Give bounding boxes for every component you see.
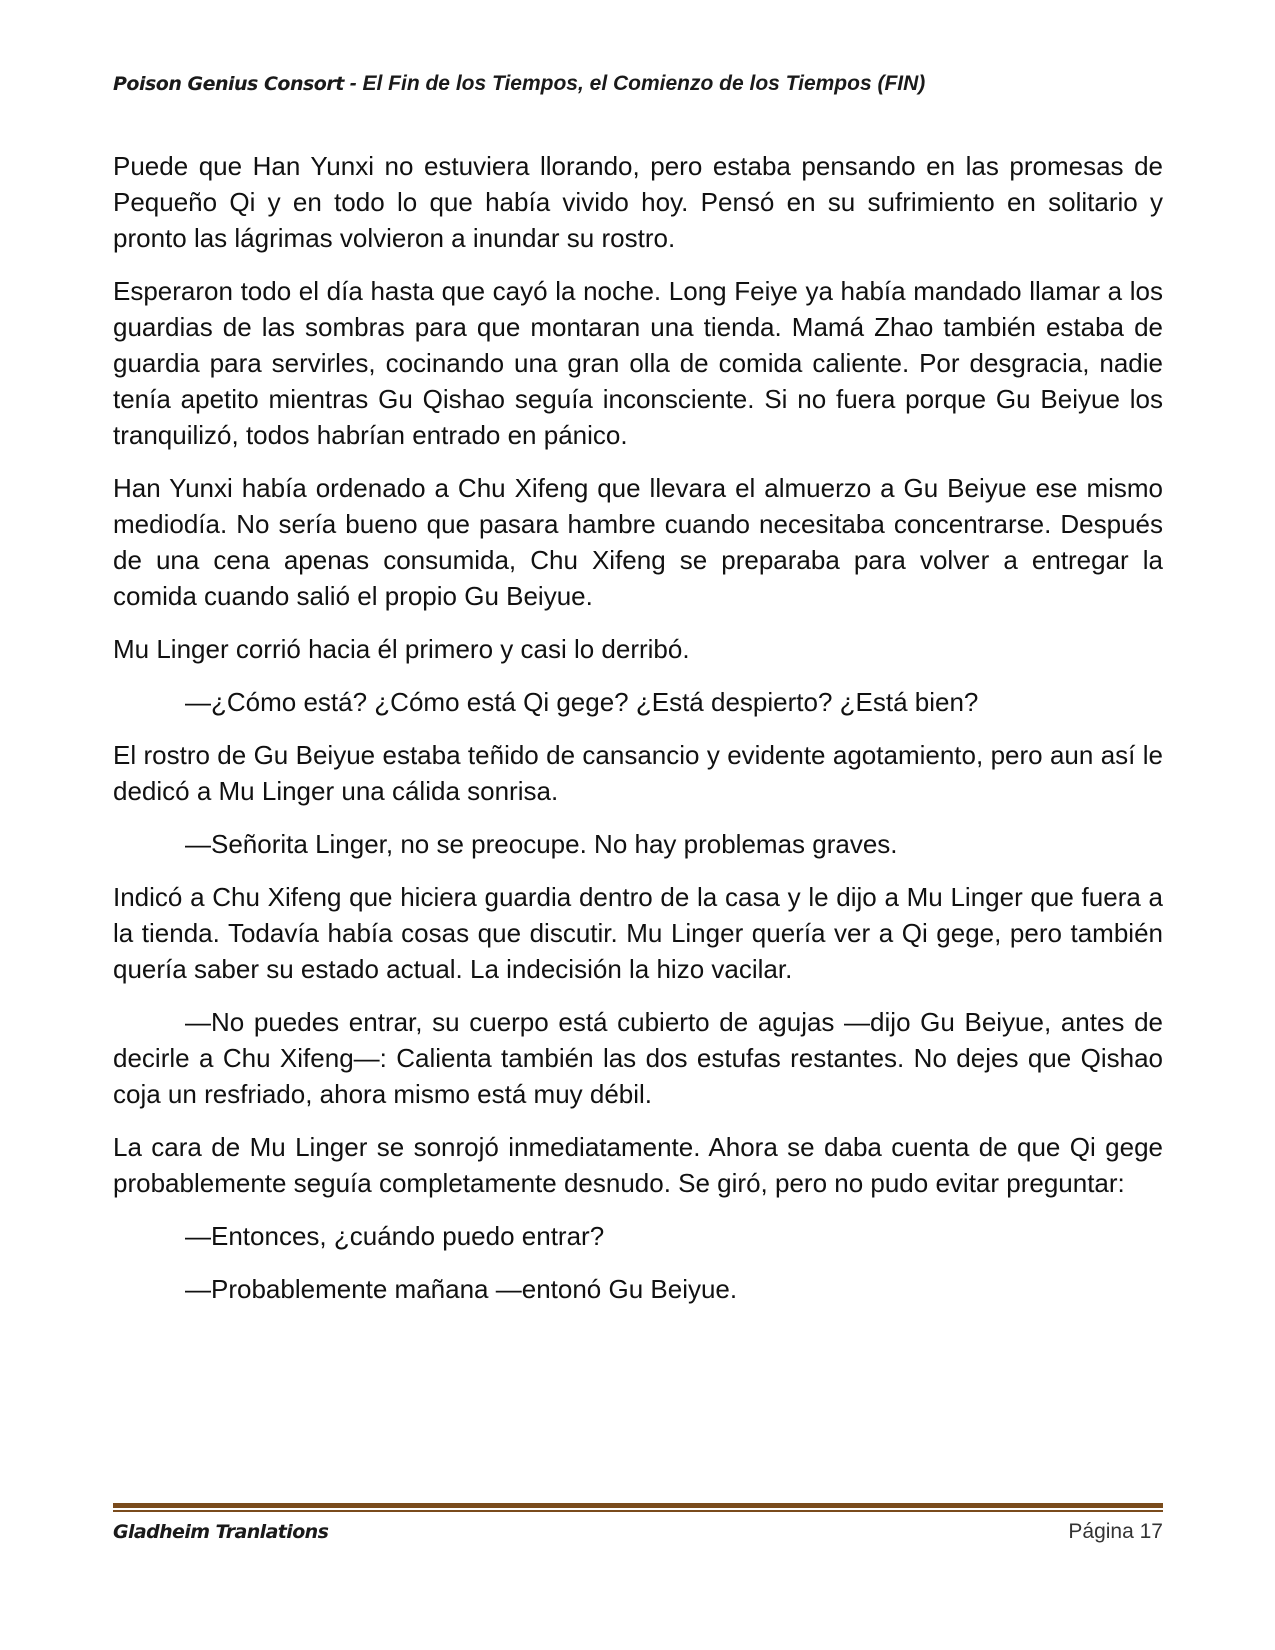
- header-chapter-title: El Fin de los Tiempos, el Comienzo de los Tiempos (FIN): [362, 72, 926, 95]
- paragraph: Mu Linger corrió hacia él primero y casi lo derribó.: [113, 634, 690, 664]
- header-series-title: Poison Genius Consort: [113, 73, 344, 95]
- paragraph: Indicó a Chu Xifeng que hiciera guardia dentro de la casa y le dijo a Mu Linger que fuera a la tienda. Todavía había cosas que discutir. Mu Linger quería ver a Qi gege, pero también quería saber su estado actual. La indecisión la hizo vacilar.: [113, 882, 1163, 984]
- page-number: Página 17: [1068, 1520, 1163, 1543]
- dialogue-paragraph: —Probablemente mañana —entonó Gu Beiyue.: [185, 1274, 738, 1304]
- paragraph: La cara de Mu Linger se sonrojó inmediatamente. Ahora se daba cuenta de que Qi gege probablemente seguía completamente desnudo. Se giró, pero no pudo evitar preguntar:: [113, 1132, 1163, 1198]
- page-header: [113, 72, 1163, 96]
- dialogue-paragraph: —No puedes entrar, su cuerpo está cubierto de agujas —dijo Gu Beiyue, antes de decirle a Chu Xifeng—: Calienta también las dos estufas restantes. No dejes que Qishao coja un resfriado, ahora mismo está muy débil.: [113, 1007, 1163, 1109]
- paragraph: Puede que Han Yunxi no estuviera llorando, pero estaba pensando en las promesas de Pequeño Qi y en todo lo que había vivido hoy. Pensó en su sufrimiento en solitario y pronto las lágrimas volvieron a inundar su rostro.: [113, 151, 1163, 253]
- paragraph: El rostro de Gu Beiyue estaba teñido de cansancio y evidente agotamiento, pero aun así le dedicó a Mu Linger una cálida sonrisa.: [113, 740, 1163, 806]
- footer-divider-thick: [113, 1503, 1163, 1508]
- footer-divider-thin: [113, 1510, 1163, 1512]
- footer-translator: Gladheim Tranlations: [113, 1521, 329, 1543]
- dialogue-paragraph: —Entonces, ¿cuándo puedo entrar?: [185, 1221, 605, 1251]
- header-separator: -: [343, 72, 363, 95]
- paragraph: Han Yunxi había ordenado a Chu Xifeng que llevara el almuerzo a Gu Beiyue ese mismo mediodía. No sería bueno que pasara hambre cuando necesitaba concentrarse. Después de una cena apenas consumida, Chu Xifeng se preparaba para volver a entregar la comida cuando salió el propio Gu Beiyue.: [113, 473, 1163, 611]
- dialogue-paragraph: —Señorita Linger, no se preocupe. No hay problemas graves.: [185, 829, 898, 859]
- page-body: [113, 148, 1163, 1324]
- footer-divider: [113, 1503, 1163, 1511]
- dialogue-paragraph: —¿Cómo está? ¿Cómo está Qi gege? ¿Está despierto? ¿Está bien?: [185, 687, 979, 717]
- paragraph: Esperaron todo el día hasta que cayó la noche. Long Feiye ya había mandado llamar a los guardias de las sombras para que montaran una tienda. Mamá Zhao también estaba de guardia para servirles, cocinando una gran olla de comida caliente. Por desgracia, nadie tenía apetito mientras Gu Qishao seguía inconsciente. Si no fuera porque Gu Beiyue los tranquilizó, todos habrían entrado en pánico.: [113, 276, 1163, 450]
